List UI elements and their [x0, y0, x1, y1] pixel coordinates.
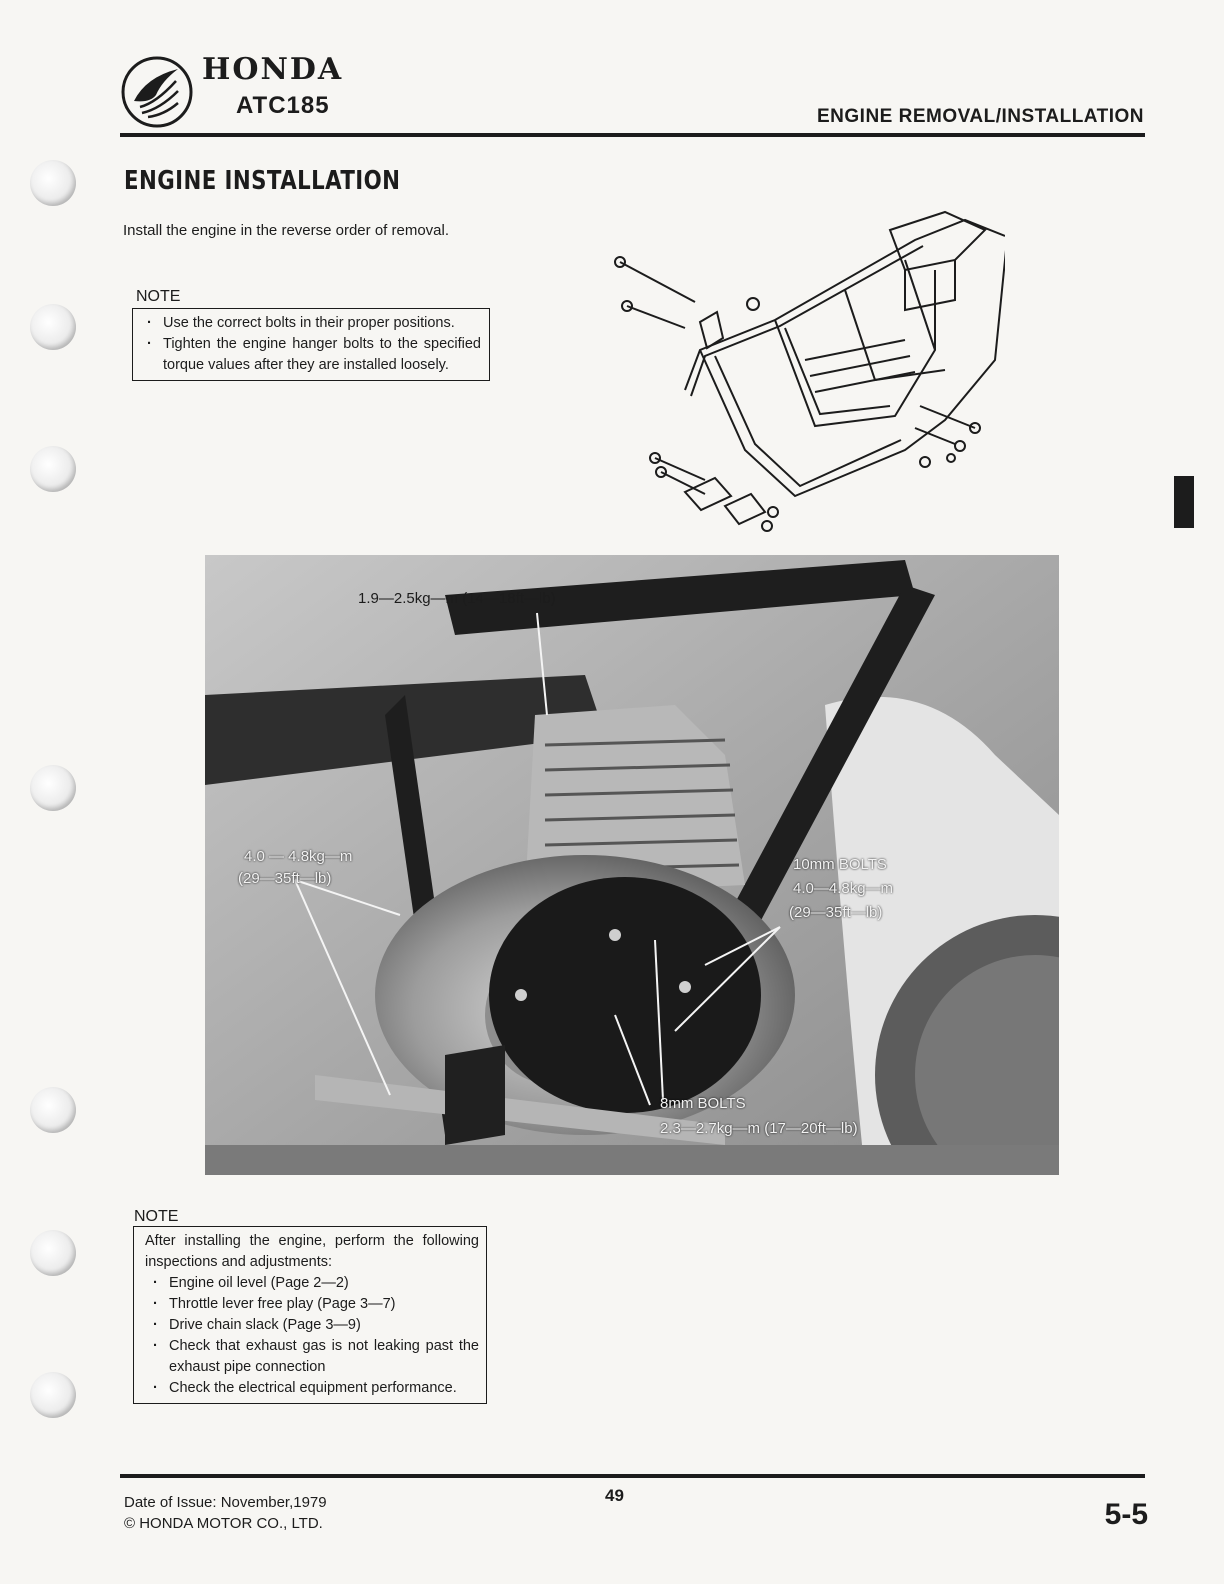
binder-hole: [30, 1230, 76, 1276]
footer-rule: [120, 1474, 1145, 1478]
note-box: [132, 308, 490, 381]
callout-right-bolts: 10mm BOLTS: [793, 856, 887, 873]
brand-name: HONDA: [202, 52, 344, 87]
binder-hole: [30, 1087, 76, 1133]
note-box: [133, 1226, 487, 1404]
honda-wing-logo: [120, 55, 194, 129]
binder-hole: [30, 1372, 76, 1418]
callout-right-torque-ftlb: (29—35ft—lb): [789, 904, 883, 921]
callout-bottom-bolts: 8mm BOLTS: [660, 1095, 746, 1112]
note-label: NOTE: [134, 1208, 179, 1225]
note-intro: After installing the engine, perform the following inspections and adjustments:: [145, 1233, 479, 1270]
copyright: © HONDA MOTOR CO., LTD.: [124, 1515, 323, 1532]
callout-top-torque: 1.9—2.5kg—m (14—18ft—lb): [358, 590, 556, 607]
note-item: · Check the electrical equipment performance.: [145, 1378, 479, 1399]
callout-right-torque: 4.0—4.8kg—m: [793, 880, 894, 897]
callout-left-torque-ftlb: (29—35ft—lb): [238, 870, 332, 887]
note-item: · Engine oil level (Page 2—2): [145, 1273, 479, 1294]
section-number: 5-5: [1104, 1498, 1148, 1531]
callout-bottom-torque: 2.3—2.7kg—m (17—20ft—lb): [660, 1120, 858, 1137]
note-item: · Throttle lever free play (Page 3—7): [145, 1294, 479, 1315]
note-item: · Tighten the engine hanger bolts to the specified torque values after they are installed loosely.: [139, 334, 481, 376]
note-item: · Drive chain slack (Page 3—9): [145, 1315, 479, 1336]
model-name: ATC185: [236, 92, 330, 119]
binder-hole: [30, 304, 76, 350]
engine-installation-photo: [205, 555, 1059, 1175]
binder-hole: [30, 765, 76, 811]
callout-left-torque: 4.0 — 4.8kg—m: [244, 848, 353, 865]
header-rule: [120, 133, 1145, 137]
page-title: ENGINE INSTALLATION: [124, 166, 401, 196]
date-of-issue: Date of Issue: November,1979: [124, 1494, 327, 1511]
binder-hole: [30, 160, 76, 206]
intro-paragraph: Install the engine in the reverse order of removal.: [123, 222, 450, 239]
note-item: · Check that exhaust gas is not leaking past the exhaust pipe connection: [145, 1336, 479, 1378]
note-label: NOTE: [136, 288, 181, 305]
section-title: ENGINE REMOVAL/INSTALLATION: [817, 106, 1144, 127]
frame-diagram: [605, 200, 1005, 545]
note-item: · Use the correct bolts in their proper positions.: [139, 313, 481, 334]
page-number: 49: [605, 1486, 624, 1505]
section-tab-marker: [1174, 476, 1194, 528]
binder-hole: [30, 446, 76, 492]
